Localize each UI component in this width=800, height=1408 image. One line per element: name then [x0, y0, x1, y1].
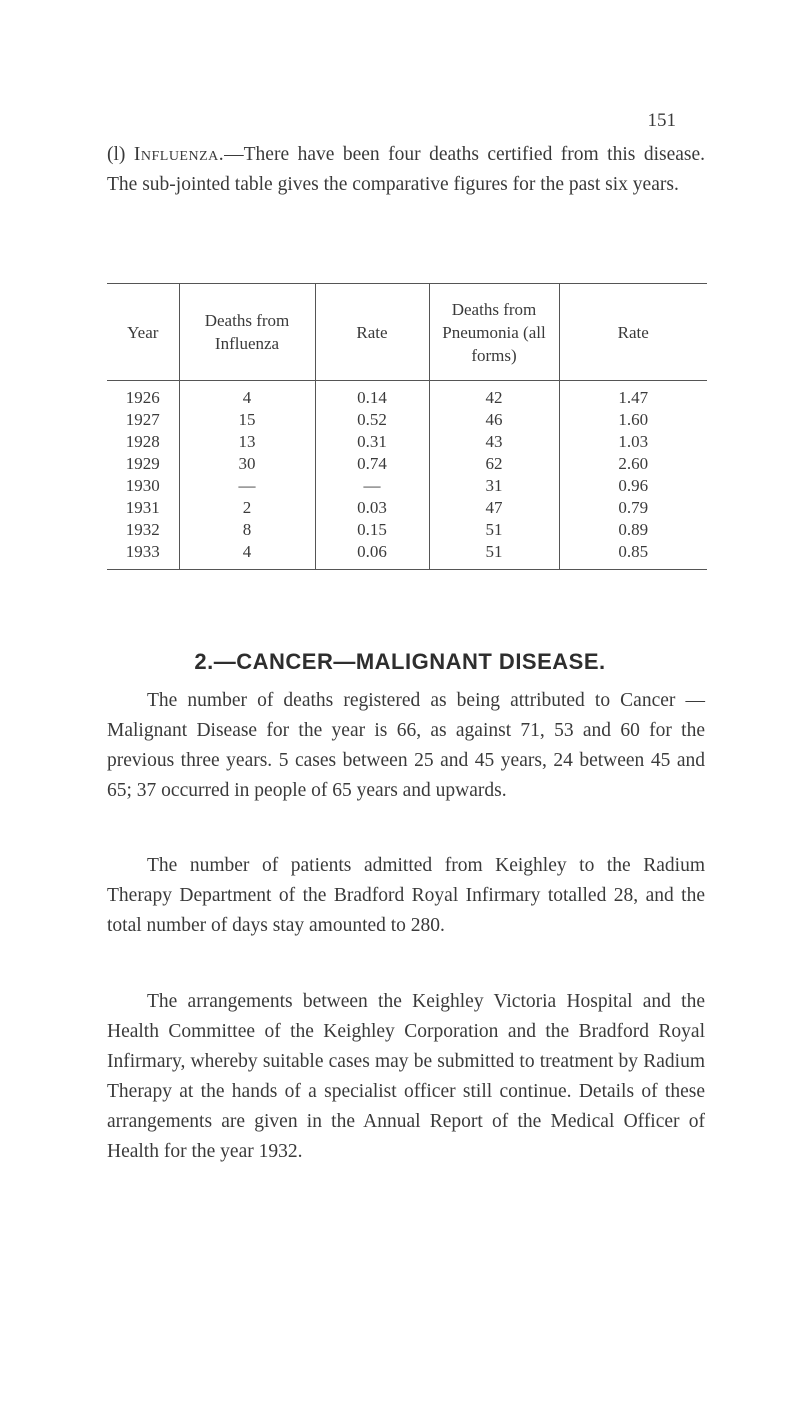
cell-year: 1933: [107, 541, 179, 570]
cell-rate-influenza: 0.31: [315, 431, 429, 453]
influenza-lead: (l): [107, 144, 134, 165]
influenza-heading: Influenza.: [133, 144, 225, 165]
arrangements-paragraph: The arrangements between the Keighley Victoria Hospital and the Health Committee of the Keighley Corporation and the Bradford Royal Infirmary, whereby suitable cases may be submitted to treatment by Radium Therapy at the hands of a specialist officer still continue. Details of these arrangements are given in the Annual Report of the Medical Officer of Health for the year 1932.: [107, 991, 705, 1162]
cell-deaths-influenza: 2: [179, 497, 315, 519]
cell-rate-pneumonia: 0.89: [559, 519, 707, 541]
table-row: [107, 431, 707, 453]
table-row: [107, 497, 707, 519]
header-year: Year: [107, 284, 179, 381]
cell-deaths-pneumonia: 43: [429, 431, 559, 453]
cell-rate-influenza: 0.52: [315, 409, 429, 431]
table-row: [107, 519, 707, 541]
cell-deaths-pneumonia: 31: [429, 475, 559, 497]
cell-rate-pneumonia: 1.03: [559, 431, 707, 453]
cell-deaths-pneumonia: 47: [429, 497, 559, 519]
cell-deaths-influenza: 15: [179, 409, 315, 431]
cell-year: 1928: [125, 432, 160, 451]
cell-deaths-pneumonia: 62: [429, 453, 559, 475]
radium-therapy-paragraph: The number of patients admitted from Keighley to the Radium Therapy Department of the Bradford Royal Infirmary totalled 28, and the total number of days stay amounted to 280.: [107, 855, 705, 936]
cell-year: 1932: [125, 520, 160, 539]
cell-rate-pneumonia: 2.60: [559, 453, 707, 475]
table-row: [107, 453, 707, 475]
cell-year: 1931: [125, 498, 160, 517]
cell-rate-influenza: 0.15: [315, 519, 429, 541]
cell-deaths-influenza: 4: [179, 541, 315, 570]
cancer-section-heading: 2.—CANCER—MALIGNANT DISEASE.: [194, 649, 606, 674]
cell-deaths-influenza: 13: [179, 431, 315, 453]
cell-year: 1927: [125, 410, 160, 429]
cell-rate-influenza: 0.06: [315, 541, 429, 570]
cell-deaths-influenza: 30: [179, 453, 315, 475]
cell-deaths-pneumonia: 51: [429, 519, 559, 541]
cell-rate-influenza: 0.14: [315, 381, 429, 410]
cell-rate-pneumonia: 1.60: [559, 409, 707, 431]
influenza-paragraph: [107, 140, 705, 200]
cell-deaths-pneumonia: 46: [429, 409, 559, 431]
cell-deaths-influenza: 8: [179, 519, 315, 541]
cell-year: 1929: [125, 454, 160, 473]
table-row: [107, 381, 707, 410]
table-header-row: [107, 284, 707, 381]
cell-year: 1926: [125, 388, 160, 407]
cell-rate-pneumonia: 0.96: [559, 475, 707, 497]
table-row: [107, 409, 707, 431]
cell-rate-influenza: 0.03: [315, 497, 429, 519]
cell-rate-influenza: 0.74: [315, 453, 429, 475]
cell-rate-pneumonia: 1.47: [559, 381, 707, 410]
header-deaths-pneumonia: Deaths from Pneumonia (all forms): [429, 284, 559, 381]
cell-deaths-pneumonia: 51: [429, 541, 559, 570]
page-number: 151: [647, 110, 676, 131]
header-deaths-influenza: Deaths from Influenza: [179, 284, 315, 381]
table-row: [107, 541, 707, 570]
cancer-deaths-paragraph: The number of deaths registered as being attributed to Cancer —Malignant Disease for the year is 66, as against 71, 53 and 60 for the previous three years. 5 cases between 25 and 45 years, 24 between 45 and 65; 37 occurred in people of 65 years and upwards.: [107, 690, 705, 801]
cell-deaths-influenza: —: [179, 475, 315, 497]
cell-rate-pneumonia: 0.85: [559, 541, 707, 570]
table-row: [107, 475, 707, 497]
cell-rate-influenza: —: [315, 475, 429, 497]
influenza-pneumonia-table: [107, 283, 707, 570]
header-rate-pneumonia: Rate: [559, 284, 707, 381]
cell-rate-pneumonia: 0.79: [559, 497, 707, 519]
cell-deaths-pneumonia: 42: [429, 381, 559, 410]
header-rate-influenza: Rate: [315, 284, 429, 381]
cell-deaths-influenza: 4: [179, 381, 315, 410]
influenza-text: —There have been four deaths certified from this disease. The sub-jointed table gives the comparative figures for the past six years.: [107, 144, 705, 195]
cell-year: 1930: [125, 476, 160, 495]
